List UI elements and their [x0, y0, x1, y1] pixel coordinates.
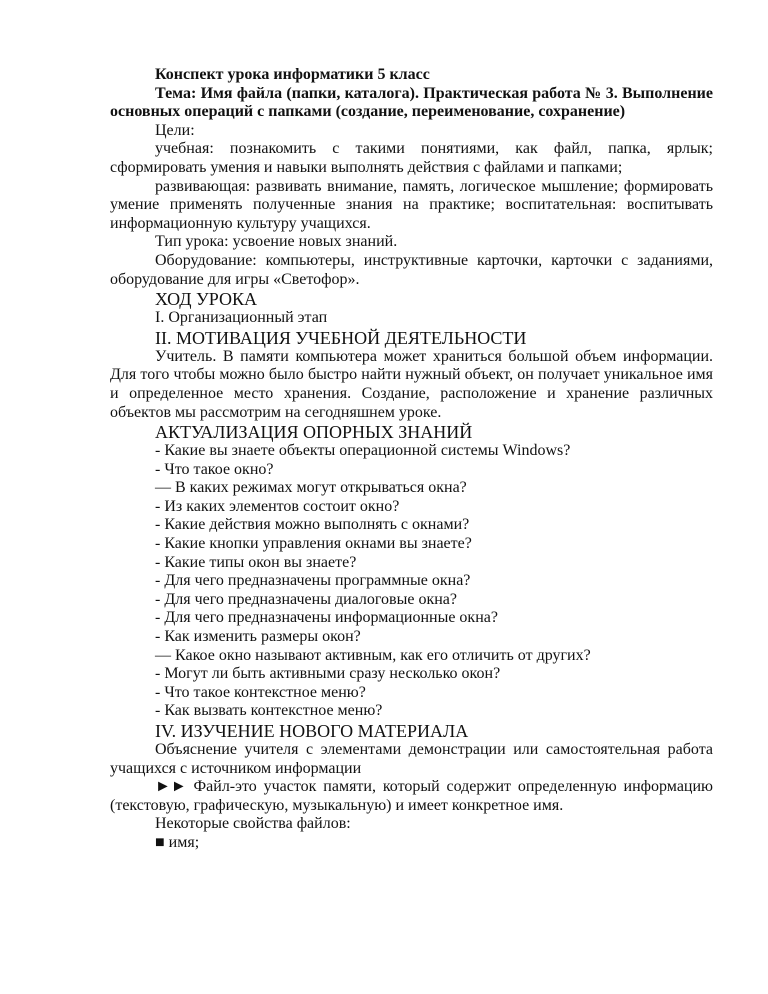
goal-educational: учебная: познакомить с такими понятиями, как файл, папка, ярлык; сформировать умения и навыки выполнять действия с файлами и папками; — [110, 140, 713, 176]
question-item: - Какие вы знаете объекты операционной системы Windows? — [155, 442, 571, 460]
goals-label: Цели: — [155, 121, 195, 139]
lesson-topic: Тема: Имя файла (папки, каталога). Практическая работа № 3. Выполнение основных операций с папками (создание, переименование, сохранение) — [110, 84, 713, 121]
question-item: - Для чего предназначены диалоговые окна? — [155, 590, 457, 608]
question-item: - Как изменить размеры окон? — [155, 628, 361, 646]
equipment: Оборудование: компьютеры, инструктивные карточки, карточки с заданиями, оборудование для игры «Светофор». — [110, 251, 713, 288]
lesson-flow-heading: ХОД УРОКА — [155, 289, 257, 310]
question-item: — Какое окно называют активным, как его отличить от других? — [155, 646, 591, 664]
question-item: - Для чего предназначены программные окна? — [155, 572, 471, 590]
stage-3-heading: АКТУАЛИЗАЦИЯ ОПОРНЫХ ЗНАНИЙ — [155, 422, 473, 443]
square-bullet-icon: ■ — [155, 833, 165, 851]
goal-developing: развивающая: развивать внимание, память, логическое мышление; формировать умение применять полученные знания на практике; воспитательная: воспитывать информационную культуру учащихся. — [110, 177, 713, 232]
question-item: - Какие действия можно выполнять с окнами? — [155, 516, 470, 534]
stage-1-heading: I. Организационный этап — [155, 309, 328, 327]
document-title: Конспект урока информатики 5 класс — [155, 66, 430, 83]
teacher-text: Учитель. В памяти компьютера может храниться большой объем информации. Для того чтобы можно было быстро найти нужный объект, он получает уникальное имя и определенное место хранения. Создание, расположение и хранение различных объектов мы рассмотрим на сегодняшнем уроке. — [110, 347, 713, 421]
file-property-text: имя; — [168, 833, 200, 851]
question-item: - Могут ли быть активными сразу несколько окон? — [155, 665, 501, 683]
question-item: - Как вызвать контекстное меню? — [155, 702, 383, 720]
questions-list — [110, 442, 713, 721]
question-item: - Что такое контекстное меню? — [155, 683, 366, 701]
question-item: — В каких режимах могут открываться окна? — [155, 479, 467, 497]
question-item: - Что такое окно? — [155, 460, 274, 478]
question-item: - Какие кнопки управления окнами вы знаете? — [155, 535, 472, 553]
stage-2-heading: II. МОТИВАЦИЯ УЧЕБНОЙ ДЕЯТЕЛЬНОСТИ — [155, 327, 527, 348]
question-item: - Какие типы окон вы знаете? — [155, 553, 357, 571]
question-item: - Для чего предназначены информационные окна? — [155, 609, 498, 627]
double-arrow-icon: ►► — [155, 778, 187, 796]
file-property-item — [110, 834, 713, 853]
file-definition — [110, 778, 713, 815]
stage-4-heading: IV. ИЗУЧЕНИЕ НОВОГО МАТЕРИАЛА — [155, 721, 469, 741]
explanation: Объяснение учителя с элементами демонстрации или самостоятельная работа учащихся с источником информации — [110, 741, 713, 777]
file-definition-text: Файл-это участок памяти, который содержит определенную информацию (текстовую, графическую, музыкальную) и имеет конкретное имя. — [110, 778, 713, 814]
question-item: - Из каких элементов состоит окно? — [155, 497, 400, 515]
document-page — [110, 66, 713, 853]
lesson-type: Тип урока: усвоение новых знаний. — [155, 233, 398, 251]
file-properties-label: Некоторые свойства файлов: — [155, 815, 351, 833]
